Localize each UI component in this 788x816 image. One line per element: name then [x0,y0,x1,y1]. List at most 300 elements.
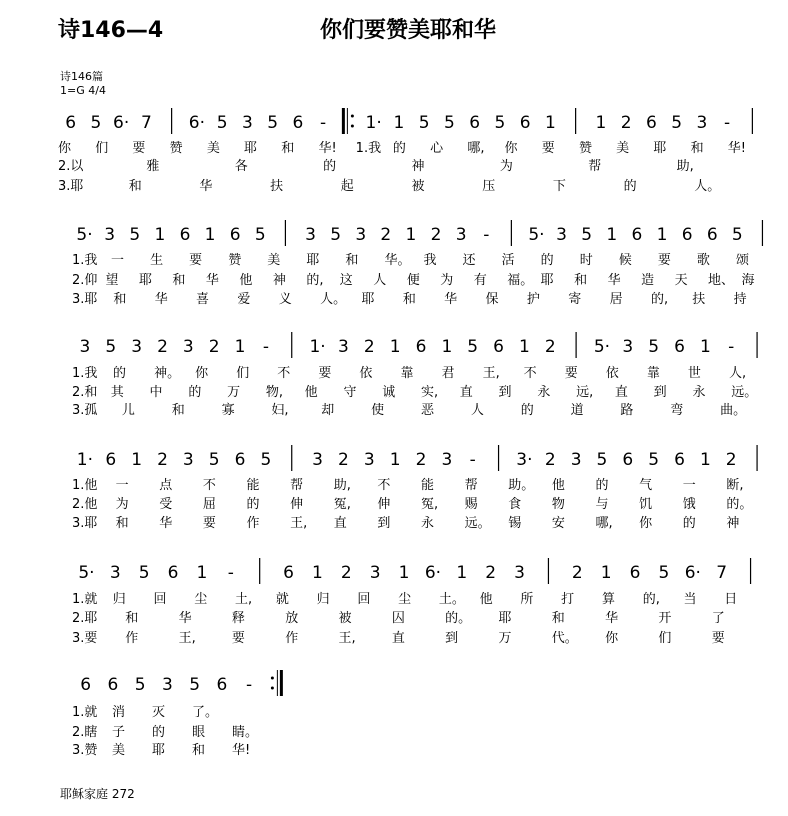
lyric-syllable: 作 [285,631,299,646]
note: 6 [674,337,685,357]
note: 2 [544,337,556,357]
note: 5 [216,113,228,133]
lyric-syllable: 海 [741,273,755,288]
lyric-syllable: 美 [206,141,220,156]
lyric-syllable: 1.我 [355,141,382,156]
lyric-syllable: 他 [304,385,318,400]
lyric-syllable: 耶 [498,611,512,626]
lyric-syllable: 神 [726,516,740,531]
lyric-syllable: 日 [724,592,738,607]
note: 3 [441,450,453,470]
note: 5· [528,225,545,245]
note: 3 [104,225,116,245]
lyric-syllable: 伸 [377,497,391,512]
note: - [728,337,735,357]
note: 1 [595,113,607,133]
note: 1 [312,563,323,583]
lyric-syllable: 尘 [194,592,208,607]
lyric-syllable: 的 [595,478,609,493]
lyric-syllable: 1.我 [72,366,98,381]
note: 6 [415,337,427,357]
lyric-syllable: 居 [609,292,623,307]
lyric-syllable: 帮 [464,478,478,493]
lyric-syllable: 你 [195,366,209,381]
lyric-syllable: 要 [231,631,245,646]
lyric-syllable: 王, [178,631,196,646]
note: 6 [167,563,179,583]
scripture-source: 诗146篇 [60,70,103,83]
lyric-syllable: 们 [658,631,672,646]
note: 5 [494,113,506,133]
lyric-syllable: 造 [641,273,655,288]
lyric-syllable: 神。 [154,366,181,381]
lyric-syllable: 的。 [445,611,472,626]
lyric-syllable: 和 [551,611,565,626]
lyric-syllable: 眼 [192,725,206,740]
lyric-syllable: 不 [523,366,537,381]
lyric-syllable: 一 [111,253,125,268]
lyric-syllable: 王, [482,366,500,381]
lyric-syllable: 歌 [696,253,710,268]
note: 5 [596,450,608,470]
note: 2 [340,563,352,583]
lyric-syllable: 不 [277,366,291,381]
note: 2 [571,563,583,583]
lyric-syllable: 其 [110,385,124,400]
lyric-syllable: 我 [423,253,437,268]
note: 1 [131,450,143,470]
lyric-syllable: 饥 [639,497,653,512]
lyric-syllable: 到 [498,385,512,400]
lyric-syllable: 归 [112,592,126,607]
lyric-syllable: 的, [650,292,669,307]
lyric-syllable: 1.就 [72,705,98,720]
note: 6· [424,563,442,583]
lyric-syllable: 能 [421,478,435,493]
lyric-syllable: 直 [614,385,628,400]
lyric-syllable: 1.我 [72,253,98,268]
note: 5 [418,113,430,133]
lyric-syllable: 饿 [682,497,696,512]
lyric-syllable: 屈 [202,497,216,512]
note: 3 [696,113,708,133]
lyric-syllable: 寡 [221,403,235,418]
note: 1 [204,225,216,245]
lyric-syllable: 了 [711,611,725,626]
note: 2 [415,450,427,470]
lyric-syllable: 与 [595,497,609,512]
lyric-syllable: 所 [520,592,534,607]
lyric-syllable: 弯 [670,403,684,418]
lyric-syllable: 时 [579,253,593,268]
lyric-syllable: 赐 [464,497,478,512]
lyric-syllable: 帮 [588,159,602,174]
lyric-syllable: 的 [323,159,337,174]
note: 5 [330,225,342,245]
lyric-syllable: 要 [132,141,146,156]
lyric-syllable: 王, [290,516,308,531]
lyric-syllable: 却 [321,403,335,418]
note: 5 [129,225,141,245]
lyric-syllable: 能 [246,478,260,493]
lyric-syllable: 2.耶 [72,611,98,626]
lyric-syllable: 路 [620,403,634,418]
lyric-syllable: 开 [658,611,672,626]
lyric-syllable: 压 [482,179,496,194]
lyric-syllable: 代。 [551,631,578,646]
lyric-syllable: 助。 [508,478,535,493]
lyric-syllable: 华 [199,179,213,194]
lyric-syllable: 人 [470,403,484,418]
note: 3 [241,113,253,133]
note: 2 [544,450,556,470]
lyric-syllable: 便 [406,273,420,288]
lyric-syllable: 灭 [152,705,166,720]
lyric-syllable: 2.瞎 [72,725,98,740]
lyric-syllable: 他 [551,478,565,493]
lyric-syllable: 帮 [290,478,304,493]
lyric-syllable: 不 [202,478,216,493]
note: - [320,113,327,133]
lyric-syllable: 直 [391,631,405,646]
lyric-syllable: 福。 [507,273,534,288]
lyric-syllable: 到 [377,516,391,531]
lyric-syllable: 们 [95,141,109,156]
lyric-syllable: 华 [159,516,173,531]
lyric-syllable: 被 [411,179,425,194]
lyric-syllable: 放 [285,611,299,626]
note: 3 [338,337,349,357]
note: 5 [260,450,272,470]
lyric-syllable: 远。 [464,516,491,531]
lyric-syllable: 要 [711,631,725,646]
lyric-syllable: 2.他 [72,497,98,512]
lyric-syllable: 释 [231,611,245,626]
repeat-start [343,108,354,134]
lyric-syllable: 要 [657,253,671,268]
lyric-syllable: 他 [239,273,253,288]
lyric-syllable: 耶 [306,253,320,268]
note: 5 [189,675,201,695]
lyric-syllable: 华 [205,273,219,288]
lyric-syllable: 要 [564,366,578,381]
note: 5 [134,675,146,695]
note: 2 [208,337,220,357]
note: 1 [234,337,246,357]
note: 5 [731,225,743,245]
lyric-syllable: 儿 [121,403,135,418]
lyric-syllable: 赞 [228,253,242,268]
hymn-number: 诗146—4 [58,18,164,43]
lyric-syllable: 你 [605,631,619,646]
lyric-syllable: 人, [728,366,747,381]
lyric-syllable: 人 [373,273,387,288]
lyric-syllable: 你 [58,141,72,156]
lyric-syllable: 赞 [169,141,183,156]
lyric-syllable: 和 [115,516,129,531]
note: 6 [65,113,77,133]
lyric-syllable: 断, [726,478,744,493]
note: 3 [131,337,143,357]
note: 5 [105,337,117,357]
note: 6 [105,450,117,470]
lyric-syllable: 华 [607,273,621,288]
note: 6· [684,563,701,583]
lyric-syllable: 永 [421,516,435,531]
lyric-syllable: 回 [357,592,371,607]
note: 6 [229,225,241,245]
note: 5 [208,450,220,470]
note: 3 [455,225,467,245]
note: 5 [138,563,150,583]
lyric-syllable: 3.耶 [72,292,98,307]
lyric-syllable: 耶 [540,273,554,288]
lyric-syllable: 他 [479,592,493,607]
lyric-syllable: 华! [318,141,337,156]
note: 1 [518,337,530,357]
lyric-syllable: 君 [441,366,455,381]
note: 6 [519,113,531,133]
lyric-syllable: 神 [411,159,425,174]
note: 3 [182,450,194,470]
note: 1 [699,337,711,357]
note: 1 [441,337,453,357]
note: 3 [363,450,375,470]
note: 1· [309,337,326,357]
lyric-syllable: 王, [338,631,356,646]
lyric-syllable: 气 [639,478,653,493]
note: 1 [600,563,612,583]
lyric-syllable: 的, [306,273,324,288]
lyric-syllable: 喜 [196,292,210,307]
lyric-syllable: 义 [278,292,292,307]
lyric-syllable: 归 [316,592,330,607]
lyric-syllable: 和 [113,292,127,307]
note: - [227,563,234,583]
lyric-syllable: 受 [159,497,173,512]
note: 3 [161,675,173,695]
note: 5 [648,337,660,357]
note: 6 [292,113,304,133]
lyric-syllable: 助, [676,159,694,174]
lyric-syllable: 扶 [270,179,284,194]
lyric-syllable: 回 [153,592,167,607]
lyric-syllable: 的 [540,253,554,268]
note: 6 [80,675,92,695]
lyric-syllable: 土, [235,592,253,607]
lyric-syllable: 安 [551,516,565,531]
lyric-syllable: 雅 [146,159,160,174]
lyric-syllable: 2.以 [58,159,84,174]
lyric-syllable: 远, [576,385,594,400]
note: 5 [581,225,593,245]
lyric-syllable: 生 [150,253,164,268]
footer-publisher: 耶稣家庭 272 [60,787,135,801]
lyric-syllable: 1.就 [72,592,98,607]
lyric-syllable: 依 [605,366,619,381]
lyric-syllable: 万 [498,631,512,646]
lyric-syllable: 冤, [333,497,351,512]
lyric-syllable: 3.耶 [72,516,98,531]
note: 2 [725,450,737,470]
note: 2 [380,225,392,245]
lyric-syllable: 为 [115,497,129,512]
note: 6 [493,337,504,357]
lyric-syllable: 华 [154,292,168,307]
lyric-syllable: 华 [178,611,192,626]
lyric-syllable: 被 [338,611,352,626]
note: 6 [645,113,657,133]
lyric-syllable: 心 [430,141,444,156]
note: 1 [456,563,468,583]
lyric-syllable: 和 [402,292,416,307]
note: 1· [76,450,94,470]
lyric-syllable: 打 [561,592,575,607]
lyric-syllable: 物, [265,385,284,400]
lyric-syllable: 2.和 [72,385,98,400]
note: 1 [393,113,405,133]
lyric-syllable: 赞 [578,141,592,156]
note: 6 [179,225,191,245]
lyric-syllable: 的 [246,497,260,512]
note: 3 [369,563,381,583]
note: 5· [76,225,93,245]
lyric-syllable: 的, [642,592,660,607]
lyric-syllable: 耶 [361,292,375,307]
lyric-syllable: 囚 [391,611,405,626]
note: 1 [196,563,208,583]
lyric-syllable: 要 [541,141,555,156]
note: 5 [90,113,102,133]
lyric-syllable: 和 [690,141,704,156]
lyric-syllable: 神 [272,273,286,288]
note: 1· [365,113,382,133]
lyric-syllable: 的。 [726,497,753,512]
lyric-syllable: 食 [508,497,522,512]
lyric-syllable: 的 [152,725,166,740]
lyric-syllable: 这 [339,273,353,288]
lyric-syllable: 伸 [290,497,304,512]
lyric-syllable: 万 [227,385,241,400]
lyric-syllable: 直 [333,516,347,531]
note: 6 [283,563,294,583]
note: 5 [658,563,670,583]
note: 1 [389,337,401,357]
lyric-syllable: 靠 [646,366,660,381]
note: 1 [544,113,556,133]
lyric-syllable: 当 [683,592,697,607]
note: 5· [78,563,95,583]
lyric-syllable: 美 [267,253,281,268]
lyric-syllable: 3.耶 [58,179,84,194]
lyric-syllable: 远。 [731,385,758,400]
lyric-syllable: 助, [333,478,351,493]
note: - [724,113,731,133]
lyric-syllable: 的 [520,403,534,418]
note: 3 [109,563,121,583]
lyric-syllable: 耶 [152,743,166,758]
lyric-syllable: 的 [682,516,696,531]
lyric-syllable: 到 [653,385,667,400]
lyric-syllable: 和 [171,403,185,418]
repeat-end [271,670,282,696]
lyric-syllable: 持 [733,292,747,307]
lyric-syllable: 还 [462,253,476,268]
lyric-syllable: 要 [202,516,216,531]
lyric-syllable: 睛。 [232,725,259,740]
lyric-syllable: 诚 [382,385,396,400]
lyric-syllable: 永 [692,385,706,400]
note: 6 [681,225,693,245]
note: 6 [234,450,246,470]
lyric-syllable: 各 [234,159,248,174]
note: 2 [338,450,349,470]
lyric-syllable: 2.仰 [72,273,98,288]
note: 1 [405,225,417,245]
lyric-syllable: 活 [501,253,515,268]
lyric-syllable: 一 [115,478,129,493]
lyric-syllable: 道 [570,403,584,418]
lyric-syllable: 望 [105,273,119,288]
lyric-syllable: 实, [421,385,439,400]
lyric-syllable: 华! [232,743,251,758]
lyric-syllable: 消 [112,705,126,720]
note: 2 [485,563,497,583]
lyric-syllable: 爱 [237,292,251,307]
lyric-syllable: 锡 [508,516,522,531]
lyric-syllable: 你 [504,141,518,156]
lyric-syllable: 起 [340,179,354,194]
lyric-syllable: 守 [343,385,357,400]
note: 3 [556,225,568,245]
lyric-syllable: 哪, [467,141,485,156]
lyric-syllable: 寄 [568,292,582,307]
lyric-syllable: 护 [526,292,540,307]
lyric-syllable: 要 [318,366,332,381]
lyric-syllable: 尘 [398,592,412,607]
lyric-syllable: 为 [499,159,513,174]
lyric-syllable: 要 [189,253,203,268]
note: 3· [516,450,533,470]
lyric-syllable: 土。 [438,592,465,607]
lyric-syllable: 们 [236,366,250,381]
note: 6 [622,450,634,470]
note: 3 [305,225,316,245]
lyric-syllable: 美 [112,743,126,758]
lyric-syllable: 物 [551,497,565,512]
note: 7 [716,563,728,583]
note: 2 [157,450,168,470]
lyric-syllable: 和 [574,273,588,288]
note: 1 [656,225,668,245]
note: 5· [593,337,611,357]
lyric-syllable: 一 [682,478,696,493]
lyric-syllable: 曲。 [720,403,747,418]
note: 2 [363,337,375,357]
lyric-syllable: 妇, [271,403,289,418]
note: 6 [107,675,119,695]
lyric-syllable: 扶 [692,292,706,307]
lyric-syllable: 华 [444,292,458,307]
note: 5 [254,225,266,245]
note: 6 [706,225,718,245]
lyric-syllable: 候 [618,253,632,268]
note: 1 [699,450,711,470]
note: 6· [188,113,205,133]
note: 3 [182,337,194,357]
lyric-syllable: 保 [485,292,499,307]
lyric-syllable: 3.要 [72,631,98,646]
